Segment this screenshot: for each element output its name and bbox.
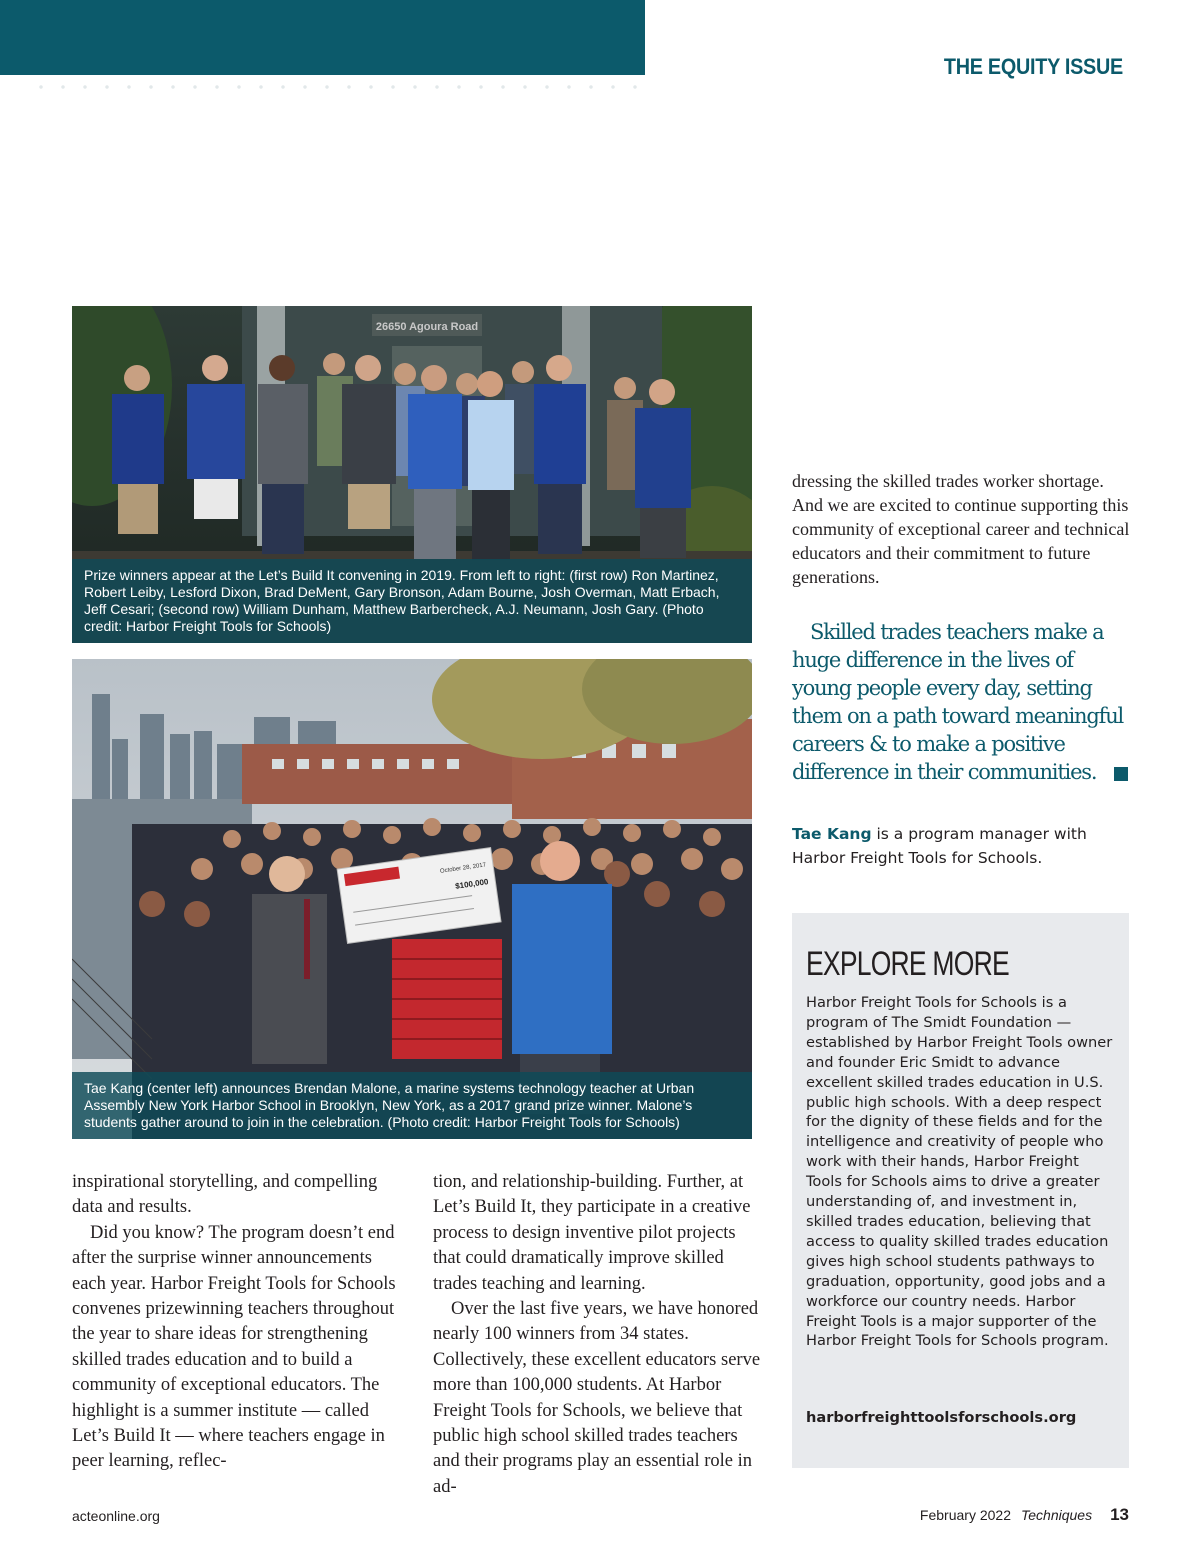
group-photo-caption: Prize winners appear at the Let’s Build It convening in 2019. From left to right: (first row) Ron Martinez, Robert Leiby, Lesford Dixon, Brad DeMent, Gary Bronson, Adam Bourne, Josh Overman, Matt Erbach, Jeff Cesari; (second row) William Dunham, Matthew Barbercheck, A.J. Neumann, Josh Gary. (Photo credit: Harbor Freight Tools for Schools) <box>72 559 752 643</box>
check-date: October 28, 2017 <box>439 862 487 875</box>
celebration-photo <box>72 659 752 1139</box>
celebration-photo-image <box>72 659 752 1139</box>
pull-quote <box>792 618 1132 786</box>
author-name: Tae Kang <box>792 825 872 843</box>
column-2-paragraph-2: Over the last five years, we have honored nearly 100 winners from 34 states. Collectively, these excellent educators serve more than 100,000 students. At Harbor Freight Tools for Schools, we believe that public high school skilled trades teachers and their programs play an essential role in ad- <box>433 1299 761 1497</box>
footer-date: February 2022 <box>919 1507 1011 1523</box>
end-mark-square <box>1114 767 1128 781</box>
header-color-band <box>0 0 645 75</box>
pull-quote-text: Skilled trades teachers make a huge difference in the lives of young people every day, setting them on a path toward meaningful careers & to make a positive difference in their communities. <box>792 620 1124 784</box>
right-column-body: dressing the skilled trades worker shortage. And we are excited to continue supporting this community of exceptional career and technical educators and their commitment to future generations. <box>792 471 1130 587</box>
building-sign: 26650 Agoura Road <box>375 321 479 333</box>
group-photo <box>72 306 752 643</box>
column-2-paragraph-1: tion, and relationship-building. Further, at Let’s Build It, they participate in a creative process to design inventive pilot projects that could dramatically improve skilled trades teaching and learning. <box>433 1172 751 1294</box>
author-bio-text: is a program manager with Harbor Freight Tools for Schools. <box>792 825 1087 867</box>
footer-site[interactable]: acteonline.org <box>72 1508 160 1524</box>
footer-magazine: Techniques <box>1020 1507 1093 1523</box>
check-amount: $100,000 <box>454 877 489 891</box>
sidebar-body: Harbor Freight Tools for Schools is a program of The Smidt Foundation — established by Harbor Freight Tools owner and founder Eric Smidt to advance excellent skilled trades education in U.S. public high schools. With a deep respect for the dignity of these fields and for the intelligence and creativity of people who work with their hands, Harbor Freight Tools for Schools aims to drive a greater understanding of, and investment in, skilled trades education, believing that access to quality skilled trades education gives high school students pathways to graduation, opportunity, good jobs and a workforce our country needs. Harbor Freight Tools is a major supporter of the Harbor Freight Tools for Schools program. <box>806 994 1113 1350</box>
column-1-paragraph-2: Did you know? The program doesn’t end after the surprise winner announcements each year. Harbor Freight Tools for Schools convenes prizewinning teachers throughout the year to share ideas for strengthening skilled trades education and to build a community of exceptional educators. The highlight is a summer institute — called Let’s Build It — where teachers engage in peer learning, reflec- <box>72 1222 396 1472</box>
explore-more-sidebar <box>792 913 1129 1468</box>
sidebar-link[interactable]: harborfreighttoolsforschools.org <box>806 1409 1077 1426</box>
sidebar-title: EXPLORE MORE <box>806 945 1009 983</box>
issue-label: THE EQUITY ISSUE <box>943 54 1123 79</box>
celebration-photo-caption: Tae Kang (center left) announces Brendan Malone, a marine systems technology teacher at Urban Assembly New York Harbor School in Brooklyn, New York, as a 2017 grand prize winner. Malone’s students gather around to join in the celebration. (Photo credit: Harbor Freight Tools for Schools) <box>72 1072 752 1139</box>
footer-folio <box>920 1505 1129 1525</box>
column-1-paragraph-1: inspirational storytelling, and compelling data and results. <box>72 1172 378 1218</box>
article-column-1 <box>72 1170 402 1475</box>
header-dot-pattern <box>30 82 645 92</box>
author-bio <box>792 822 1132 870</box>
article-column-2 <box>433 1170 763 1500</box>
page-number: 13 <box>1110 1505 1129 1524</box>
